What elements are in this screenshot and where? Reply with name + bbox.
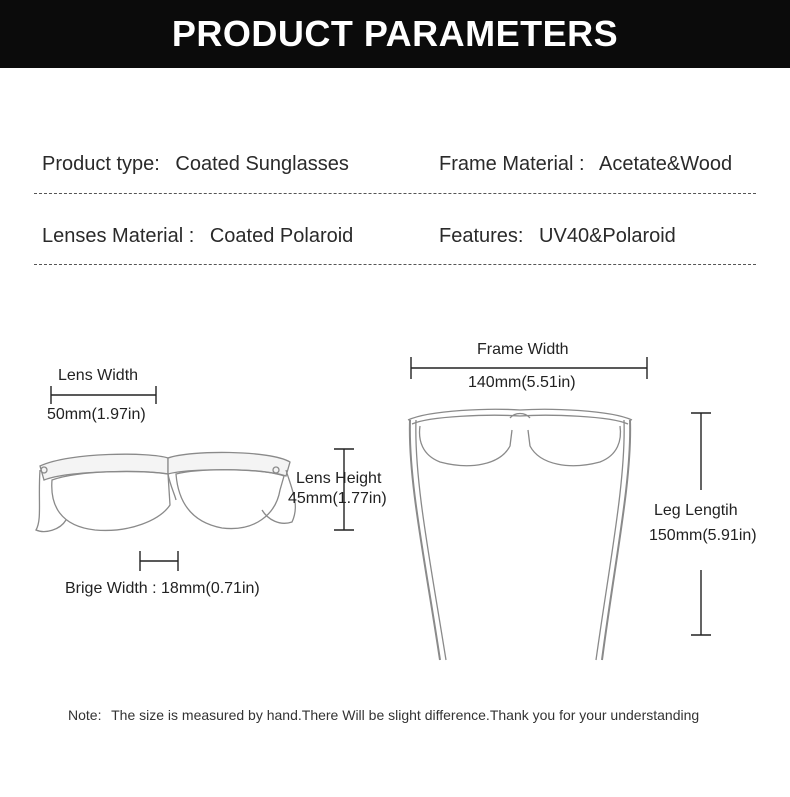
spec-label: Features: [439,225,524,247]
lens-height-value: 45mm(1.77in) [288,490,387,507]
spec-value: Coated Polaroid [209,225,354,247]
lens-width-value: 50mm(1.97in) [47,406,146,423]
note-label: Note: [68,707,102,723]
spec-label: Product type: [42,153,160,175]
spec-value: Coated Sunglasses [175,153,349,175]
frame-width-label: Frame Width [477,341,569,358]
spec-value: UV40&Polaroid [539,225,676,247]
bridge-width-text: Brige Width : 18mm(0.71in) [65,580,260,597]
lens-width-label: Lens Width [58,367,139,384]
note-text: The size is measured by hand.There Will be slight difference.Thank you for your understanding [111,707,700,723]
frame-width-value: 140mm(5.51in) [468,374,576,391]
leg-length-value: 150mm(5.91in) [649,527,757,544]
spec-label: Lenses Material : [42,225,195,247]
spec-value: Acetate&Wood [599,153,733,175]
spec-label: Frame Material : [439,153,585,175]
footnote [68,707,699,723]
page-title: PRODUCT PARAMETERS [171,13,619,54]
leg-length-label: Leg Lengtih [654,502,738,519]
lens-height-label: Lens Height [296,470,382,487]
top-view-glasses [408,409,632,660]
front-view-glasses [36,452,295,531]
